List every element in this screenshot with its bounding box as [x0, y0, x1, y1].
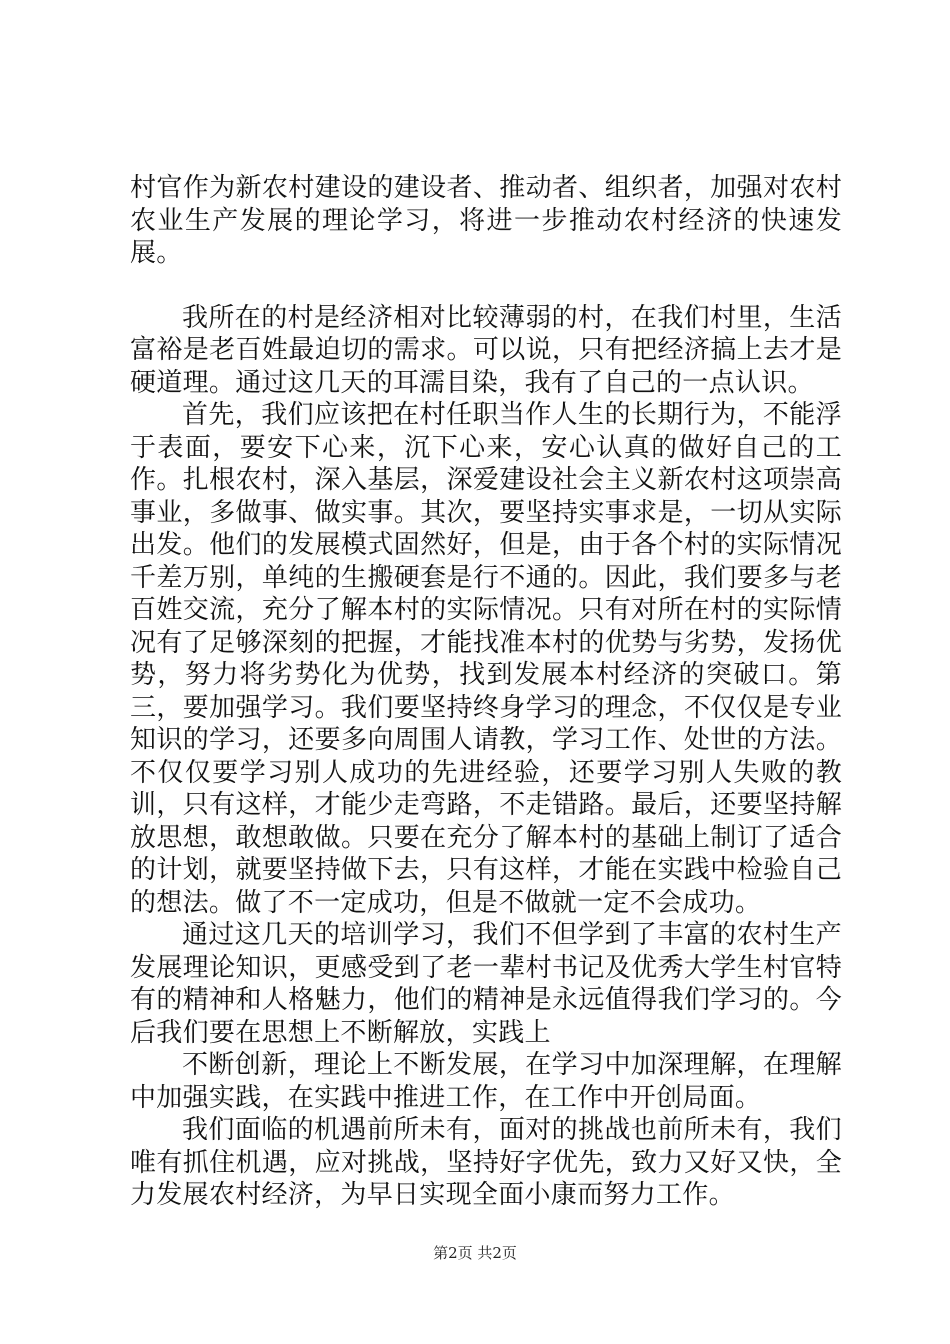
paragraph-intro: 村官作为新农村建设的建设者、推动者、组织者，加强对农村农业生产发展的理论学习，将进一步推动农村经济的快速发展。	[130, 173, 842, 268]
paragraph-innovation: 不断创新，理论上不断发展，在学习中加深理解，在理解中加强实践，在实践中推进工作，在工作中开创局面。	[130, 1050, 842, 1113]
paragraph-gap	[130, 270, 842, 302]
paragraph-conclusion: 我们面临的机遇前所未有，面对的挑战也前所未有，我们唯有抓住机遇，应对挑战，坚持好字优先，致力又好又快，全力发展农村经济，为早日实现全面小康而努力工作。	[130, 1115, 842, 1210]
page-number-footer: 第2页 共2页	[433, 1244, 517, 1262]
paragraph-key-points: 首先，我们应该把在村任职当作人生的长期行为，不能浮于表面，要安下心来，沉下心来，安心认真的做好自己的工作。扎根农村，深入基层，深爱建设社会主义新农村这项崇高事业，多做事、做实事。其次，要坚持实事求是，一切从实际出发。他们的发展模式固然好，但是，由于各个村的实际情况千差万别，单纯的生搬硬套是行不通的。因此，我们要多与老百姓交流，充分了解本村的实际情况。只有对所在村的实际情况有了足够深刻的把握，才能找准本村的优势与劣势，发扬优势，努力将劣势化为优势，找到发展本村经济的突破口。第三，要加强学习。我们要坚持终身学习的理念，不仅仅是专业知识的学习，还要多向周围人请教，学习工作、处世的方法。不仅仅要学习别人成功的先进经验，还要学习别人失败的教训，只有这样，才能少走弯路，不走错路。最后，还要坚持解放思想，敢想敢做。只要在充分了解本村的基础上制订了适合的计划，就要坚持做下去，只有这样，才能在实践中检验自己的想法。做了不一定成功，但是不做就一定不会成功。	[130, 400, 842, 918]
paragraph-village-situation: 我所在的村是经济相对比较薄弱的村，在我们村里，生活富裕是老百姓最迫切的需求。可以说，只有把经济搞上去才是硬道理。通过这几天的耳濡目染，我有了自己的一点认识。	[130, 302, 842, 398]
document-body	[130, 172, 842, 1212]
paragraph-training-summary: 通过这几天的培训学习，我们不但学到了丰富的农村生产发展理论知识，更感受到了老一辈村书记及优秀大学生村官特有的精神和人格魅力，他们的精神是永远值得我们学习的。今后我们要在思想上不断解放，实践上	[130, 920, 842, 1048]
